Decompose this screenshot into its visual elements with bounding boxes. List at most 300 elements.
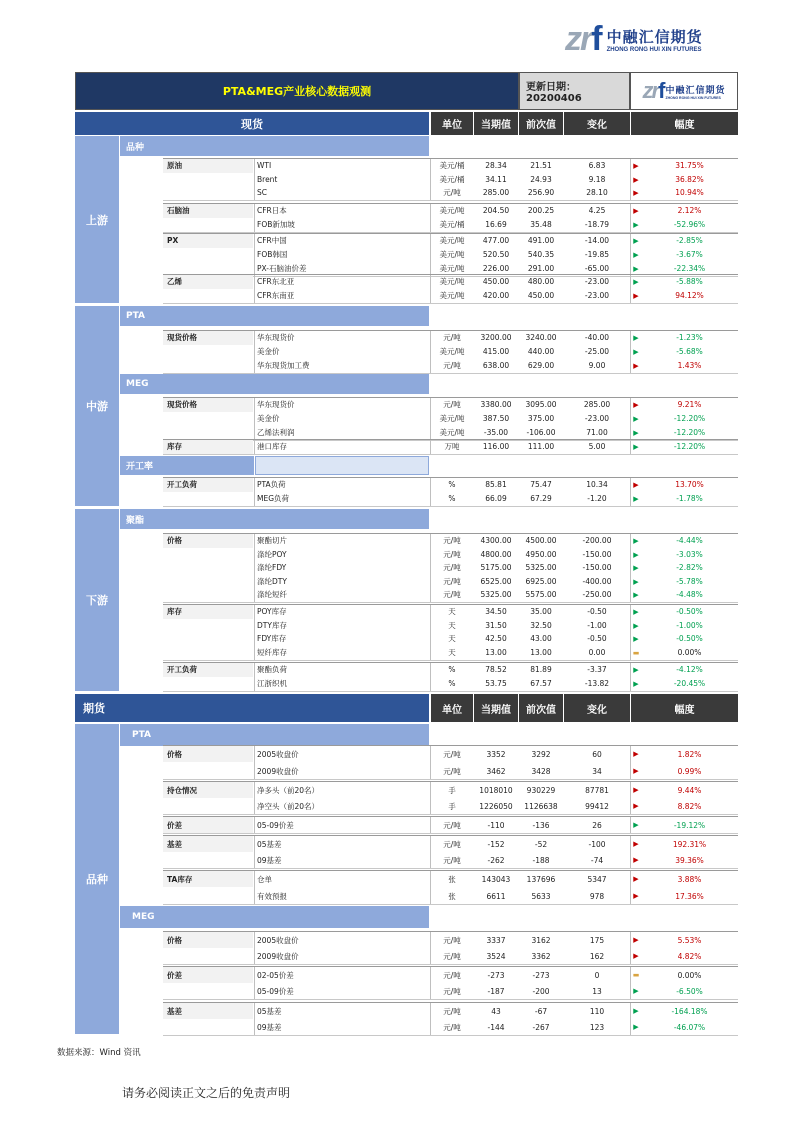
category-label: 现货价格 <box>163 398 253 412</box>
row-unit: 天 <box>448 607 456 617</box>
down-arrow-icon: ▶ <box>633 250 639 259</box>
row-range-value: 1.82% <box>677 749 702 759</box>
row-name: 09基差 <box>257 855 282 865</box>
group-bottom-divider <box>163 964 738 965</box>
column-divider <box>254 478 255 506</box>
row-previous-value: -200 <box>532 986 550 996</box>
row-previous-value: 1126638 <box>524 801 558 811</box>
fut-col-change: 变化 <box>564 694 630 722</box>
col-previous: 前次值 <box>519 112 563 135</box>
row-range-value: -1.23% <box>676 333 703 343</box>
row-unit: 美元/吨 <box>439 250 465 260</box>
row-previous-value: 200.25 <box>527 206 555 216</box>
row-current-value: 638.00 <box>482 361 510 371</box>
fut-col-range: 幅度 <box>631 694 738 722</box>
row-previous-value: 3162 <box>531 935 551 945</box>
row-current-value: 450.00 <box>482 277 510 287</box>
row-range-value: -19.12% <box>673 820 706 830</box>
row-unit: 元/吨 <box>443 333 461 343</box>
row-unit: % <box>448 679 456 689</box>
downstream-label: 下游 <box>75 509 119 691</box>
down-arrow-icon: ▶ <box>633 634 639 643</box>
group-bottom-divider <box>163 506 738 507</box>
section-operating-rate: 开工率 <box>120 456 254 475</box>
row-unit: 元/吨 <box>443 820 461 830</box>
down-arrow-icon: ▶ <box>633 333 639 342</box>
row-previous-value: 35.48 <box>530 220 552 230</box>
group-bottom-divider <box>163 814 738 815</box>
row-unit: 元/吨 <box>443 188 461 198</box>
up-arrow-icon: ▶ <box>633 161 639 170</box>
column-divider <box>254 534 255 602</box>
down-arrow-icon: ▶ <box>633 428 639 437</box>
down-arrow-icon: ▶ <box>633 347 639 356</box>
row-change-value: -250.00 <box>582 590 612 600</box>
col-unit: 单位 <box>431 112 473 135</box>
row-previous-value: 81.89 <box>530 665 552 675</box>
row-name: 华东现货价 <box>257 400 295 410</box>
row-previous-value: 32.50 <box>530 621 552 631</box>
row-previous-value: 291.00 <box>527 264 555 274</box>
column-divider <box>254 204 255 232</box>
section-operating-rate-blank <box>255 456 429 475</box>
row-name: FOB新加坡 <box>257 220 295 230</box>
row-current-value: 5175.00 <box>480 563 512 573</box>
row-range-value: -5.88% <box>676 277 703 287</box>
section-pta: PTA <box>120 306 429 326</box>
row-name: 仓单 <box>257 874 272 884</box>
down-arrow-icon: ▶ <box>633 987 639 995</box>
category-label: 开工负荷 <box>163 478 253 492</box>
header-logo <box>630 72 738 110</box>
row-change-value: 123 <box>589 1022 605 1032</box>
row-previous-value: 137696 <box>526 874 556 884</box>
row-previous-value: 480.00 <box>527 277 555 287</box>
row-change-value: 5.00 <box>588 442 606 452</box>
row-name: 涤纶POY <box>257 550 287 560</box>
row-name: 2009收盘价 <box>257 951 299 961</box>
group-bottom-divider <box>163 779 738 780</box>
row-current-value: 6611 <box>486 891 506 901</box>
down-arrow-icon: ▶ <box>633 550 639 559</box>
row-range-value: -20.45% <box>673 679 706 689</box>
row-change-value: 34 <box>592 766 602 776</box>
row-current-value: 3524 <box>486 951 506 961</box>
row-previous-value: 6925.00 <box>525 577 557 587</box>
row-change-value: -19.85 <box>584 250 610 260</box>
group-bottom-divider <box>163 904 738 905</box>
column-divider <box>254 234 255 276</box>
group-bottom-divider <box>163 868 738 869</box>
down-arrow-icon: ▶ <box>633 821 639 829</box>
row-previous-value: -106.00 <box>526 428 556 438</box>
row-change-value: 10.34 <box>586 480 608 490</box>
column-divider <box>254 967 255 999</box>
row-name: 净空头（前20名） <box>257 801 320 811</box>
group-bottom-divider <box>163 1035 738 1036</box>
row-name: DTY库存 <box>257 621 287 631</box>
row-range-value: -3.67% <box>676 250 703 260</box>
row-range-value: -12.20% <box>673 414 706 424</box>
col-change: 变化 <box>564 112 630 135</box>
row-current-value: -144 <box>487 1022 505 1032</box>
row-previous-value: 629.00 <box>527 361 555 371</box>
row-name: 美金价 <box>257 347 280 357</box>
row-unit: 张 <box>448 891 456 901</box>
up-arrow-icon: ▶ <box>633 188 639 197</box>
row-unit: 元/吨 <box>443 766 461 776</box>
group-bottom-divider <box>163 454 738 455</box>
header-logo-mark: zrf <box>642 78 664 103</box>
group-bottom-divider <box>163 602 738 603</box>
row-name: PX-石脑油价差 <box>257 264 307 274</box>
row-change-value: -13.82 <box>584 679 610 689</box>
down-arrow-icon: ▶ <box>633 414 639 423</box>
row-current-value: 477.00 <box>482 236 510 246</box>
down-arrow-icon: ▶ <box>633 236 639 245</box>
down-arrow-icon: ▶ <box>633 590 639 599</box>
row-current-value: 520.50 <box>482 250 510 260</box>
row-current-value: 53.75 <box>485 679 507 689</box>
row-unit: 元/吨 <box>443 1022 461 1032</box>
row-current-value: -187 <box>487 986 505 996</box>
up-arrow-icon: ▶ <box>633 206 639 215</box>
row-name: 02-05价差 <box>257 970 294 980</box>
row-name: 净多头（前20名） <box>257 785 320 795</box>
up-arrow-icon: ▶ <box>633 952 639 960</box>
flat-icon: ▬ <box>632 648 640 657</box>
row-name: 乙烯法利润 <box>257 428 295 438</box>
row-current-value: 285.00 <box>482 188 510 198</box>
fut-col-current: 当期值 <box>474 694 518 722</box>
row-change-value: 978 <box>589 891 605 901</box>
row-range-value: 9.44% <box>677 785 702 795</box>
row-unit: 美元/吨 <box>439 414 465 424</box>
row-name: 江浙织机 <box>257 679 287 689</box>
row-current-value: 5325.00 <box>480 590 512 600</box>
row-current-value: 204.50 <box>482 206 510 216</box>
row-unit: 元/吨 <box>443 1006 461 1016</box>
row-unit: 美元/吨 <box>439 264 465 274</box>
futures-variety-label: 品种 <box>75 724 119 1034</box>
column-divider <box>254 782 255 814</box>
row-range-value: 192.31% <box>672 839 707 849</box>
row-change-value: 60 <box>592 749 602 759</box>
row-current-value: 13.00 <box>485 648 507 658</box>
row-range-value: 4.82% <box>677 951 702 961</box>
down-arrow-icon: ▶ <box>633 1023 639 1031</box>
row-range-value: -3.03% <box>676 550 703 560</box>
row-unit: 手 <box>448 801 456 811</box>
row-current-value: 3462 <box>486 766 506 776</box>
row-change-value: 99412 <box>585 801 609 811</box>
row-unit: 万吨 <box>444 442 460 452</box>
row-name: 2009收盘价 <box>257 766 299 776</box>
row-range-value: 9.21% <box>677 400 702 410</box>
up-arrow-icon: ▶ <box>633 936 639 944</box>
row-current-value: 3352 <box>486 749 506 759</box>
column-divider <box>254 398 255 440</box>
row-change-value: 175 <box>589 935 605 945</box>
row-unit: % <box>448 665 456 675</box>
row-previous-value: 21.51 <box>530 161 552 171</box>
row-range-value: 5.53% <box>677 935 702 945</box>
row-change-value: -150.00 <box>582 550 612 560</box>
down-arrow-icon: ▶ <box>633 277 639 286</box>
row-change-value: -23.00 <box>584 291 610 301</box>
row-name: PTA负荷 <box>257 480 286 490</box>
row-change-value: -25.00 <box>584 347 610 357</box>
row-unit: 元/吨 <box>443 550 461 560</box>
row-change-value: 110 <box>589 1006 605 1016</box>
up-arrow-icon: ▶ <box>633 892 639 900</box>
row-unit: 元/吨 <box>443 590 461 600</box>
row-previous-value: 4950.00 <box>525 550 557 560</box>
row-change-value: -74 <box>590 855 604 865</box>
row-current-value: 34.50 <box>485 607 507 617</box>
row-range-value: -4.48% <box>676 590 703 600</box>
row-previous-value: 256.90 <box>527 188 555 198</box>
row-previous-value: -188 <box>532 855 550 865</box>
midstream-label: 中游 <box>75 306 119 506</box>
down-arrow-icon: ▶ <box>633 442 639 451</box>
row-name: 涤纶DTY <box>257 577 287 587</box>
row-name: FDY库存 <box>257 634 287 644</box>
down-arrow-icon: ▶ <box>633 621 639 630</box>
row-previous-value: 5633 <box>531 891 551 901</box>
down-arrow-icon: ▶ <box>633 577 639 586</box>
row-range-value: 2.12% <box>677 206 702 216</box>
down-arrow-icon: ▶ <box>633 679 639 688</box>
row-range-value: 31.75% <box>675 161 704 171</box>
row-name: 华东现货价 <box>257 333 295 343</box>
row-previous-value: 440.00 <box>527 347 555 357</box>
row-range-value: 13.70% <box>675 480 704 490</box>
row-range-value: 10.94% <box>675 188 704 198</box>
row-range-value: -6.50% <box>676 986 703 996</box>
row-previous-value: 3428 <box>531 766 551 776</box>
data-source: 数据来源：Wind 资讯 <box>57 1048 141 1058</box>
column-divider <box>254 440 255 454</box>
category-label: 价差 <box>163 817 253 833</box>
row-name: Brent <box>257 175 278 185</box>
row-name: CFR日本 <box>257 206 287 216</box>
category-label: 持仓情况 <box>163 782 253 798</box>
company-logo <box>565 22 703 56</box>
row-range-value: -22.34% <box>673 264 706 274</box>
category-label: 价差 <box>163 967 253 983</box>
row-name: 09基差 <box>257 1022 282 1032</box>
group-bottom-divider <box>163 660 738 661</box>
up-arrow-icon: ▶ <box>633 400 639 409</box>
row-unit: 美元/吨 <box>439 428 465 438</box>
row-current-value: 6525.00 <box>480 577 512 587</box>
row-range-value: -4.44% <box>676 536 703 546</box>
row-change-value: 0.00 <box>588 648 606 658</box>
row-previous-value: -136 <box>532 820 550 830</box>
section-variety: 品种 <box>120 136 429 156</box>
up-arrow-icon: ▶ <box>633 361 639 370</box>
row-previous-value: 491.00 <box>527 236 555 246</box>
category-label: 石脑油 <box>163 204 253 218</box>
row-name: CFR中国 <box>257 236 287 246</box>
row-unit: % <box>448 480 456 490</box>
row-current-value: 34.11 <box>485 175 507 185</box>
row-range-value: -52.96% <box>673 220 706 230</box>
category-label: 现货价格 <box>163 331 253 345</box>
row-current-value: 78.52 <box>485 665 507 675</box>
row-unit: 元/吨 <box>443 970 461 980</box>
row-unit: 元/吨 <box>443 951 461 961</box>
row-name: 05基差 <box>257 839 282 849</box>
row-change-value: 4.25 <box>588 206 606 216</box>
row-name: 短纤库存 <box>257 648 287 658</box>
row-range-value: 0.99% <box>677 766 702 776</box>
group-bottom-divider <box>163 833 738 834</box>
row-unit: 元/吨 <box>443 563 461 573</box>
up-arrow-icon: ▶ <box>633 480 639 489</box>
row-change-value: 6.83 <box>588 161 606 171</box>
column-divider <box>254 932 255 964</box>
row-range-value: -164.18% <box>671 1006 708 1016</box>
row-current-value: 387.50 <box>482 414 510 424</box>
row-range-value: 17.36% <box>675 891 704 901</box>
row-change-value: -40.00 <box>584 333 610 343</box>
down-arrow-icon: ▶ <box>633 536 639 545</box>
row-unit: 美元/吨 <box>439 291 465 301</box>
row-current-value: 31.50 <box>485 621 507 631</box>
column-divider <box>254 746 255 779</box>
column-divider <box>254 275 255 303</box>
row-change-value: -400.00 <box>582 577 612 587</box>
row-current-value: 143043 <box>481 874 511 884</box>
column-divider <box>254 817 255 833</box>
category-label: 乙烯 <box>163 275 253 289</box>
row-name: 涤纶短纤 <box>257 590 287 600</box>
header-logo-cn: 中融汇信期货 <box>665 85 726 96</box>
row-change-value: -0.50 <box>587 607 607 617</box>
column-divider <box>254 159 255 200</box>
row-unit: 元/吨 <box>443 361 461 371</box>
spot-title: 现货 <box>75 112 429 135</box>
row-change-value: -23.00 <box>584 414 610 424</box>
flat-icon: ▬ <box>632 971 640 979</box>
row-previous-value: 3362 <box>531 951 551 961</box>
row-current-value: 16.69 <box>485 220 507 230</box>
row-unit: 元/吨 <box>443 749 461 759</box>
category-label: 开工负荷 <box>163 663 253 677</box>
row-change-value: -14.00 <box>584 236 610 246</box>
row-name: 华东现货加工费 <box>257 361 310 371</box>
row-unit: 元/吨 <box>443 986 461 996</box>
row-unit: 元/吨 <box>443 839 461 849</box>
row-range-value: -2.85% <box>676 236 703 246</box>
logo-en-name: ZHONG RONG HUI XIN FUTURES <box>606 46 702 53</box>
upstream-label: 上游 <box>75 136 119 303</box>
row-current-value: 415.00 <box>482 347 510 357</box>
row-current-value: 420.00 <box>482 291 510 301</box>
up-arrow-icon: ▶ <box>633 767 639 775</box>
row-current-value: 3200.00 <box>480 333 512 343</box>
row-previous-value: 4500.00 <box>525 536 557 546</box>
row-previous-value: 540.35 <box>527 250 555 260</box>
row-previous-value: 375.00 <box>527 414 555 424</box>
row-previous-value: -273 <box>532 970 550 980</box>
row-current-value: 226.00 <box>482 264 510 274</box>
row-change-value: 13 <box>592 986 602 996</box>
up-arrow-icon: ▶ <box>633 875 639 883</box>
up-arrow-icon: ▶ <box>633 840 639 848</box>
up-arrow-icon: ▶ <box>633 856 639 864</box>
logo-cn-name: 中融汇信期货 <box>606 27 703 46</box>
row-current-value: 1226050 <box>479 801 513 811</box>
row-unit: 美元/吨 <box>439 347 465 357</box>
row-unit: 手 <box>448 785 456 795</box>
up-arrow-icon: ▶ <box>633 802 639 810</box>
row-name: 2005收盘价 <box>257 749 299 759</box>
row-name: CFR东北亚 <box>257 277 295 287</box>
row-change-value: -150.00 <box>582 563 612 573</box>
category-label: 库存 <box>163 440 253 454</box>
row-previous-value: 24.93 <box>530 175 552 185</box>
row-previous-value: -52 <box>534 839 548 849</box>
row-range-value: -12.20% <box>673 428 706 438</box>
row-name: 2005收盘价 <box>257 935 299 945</box>
row-name: WTI <box>257 161 272 171</box>
row-unit: 张 <box>448 874 456 884</box>
row-unit: % <box>448 494 456 504</box>
row-current-value: 1018010 <box>479 785 513 795</box>
row-previous-value: 930229 <box>526 785 556 795</box>
row-unit: 天 <box>448 634 456 644</box>
down-arrow-icon: ▶ <box>633 220 639 229</box>
row-range-value: -1.78% <box>676 494 703 504</box>
row-current-value: 4300.00 <box>480 536 512 546</box>
row-unit: 美元/吨 <box>439 236 465 246</box>
up-arrow-icon: ▶ <box>633 786 639 794</box>
row-current-value: 28.34 <box>485 161 507 171</box>
row-unit: 元/吨 <box>443 577 461 587</box>
row-change-value: 26 <box>592 820 602 830</box>
row-unit: 天 <box>448 621 456 631</box>
row-name: POY库存 <box>257 607 287 617</box>
fut-col-previous: 前次值 <box>519 694 563 722</box>
futures-section-meg: MEG <box>120 906 429 928</box>
logo-mark: zrf <box>565 20 601 58</box>
row-current-value: 3380.00 <box>480 400 512 410</box>
row-change-value: -1.00 <box>587 621 607 631</box>
header-logo-en: ZHONG RONG HUI XIN FUTURES <box>665 95 721 100</box>
row-change-value: -1.20 <box>587 494 607 504</box>
report-title: PTA&MEG产业核心数据观测 <box>75 72 519 110</box>
row-current-value: 43 <box>491 1006 501 1016</box>
row-change-value: -23.00 <box>584 277 610 287</box>
row-change-value: 5347 <box>587 874 607 884</box>
section-polyester: 聚酯 <box>120 509 429 529</box>
row-range-value: 36.82% <box>675 175 704 185</box>
row-change-value: 87781 <box>585 785 609 795</box>
down-arrow-icon: ▶ <box>633 665 639 674</box>
row-unit: 天 <box>448 648 456 658</box>
row-current-value: -273 <box>487 970 505 980</box>
column-divider <box>254 871 255 904</box>
row-previous-value: 35.00 <box>530 607 552 617</box>
row-unit: 美元/吨 <box>439 277 465 287</box>
row-unit: 元/吨 <box>443 400 461 410</box>
row-change-value: 0 <box>594 970 600 980</box>
up-arrow-icon: ▶ <box>633 291 639 300</box>
group-bottom-divider <box>163 691 738 692</box>
